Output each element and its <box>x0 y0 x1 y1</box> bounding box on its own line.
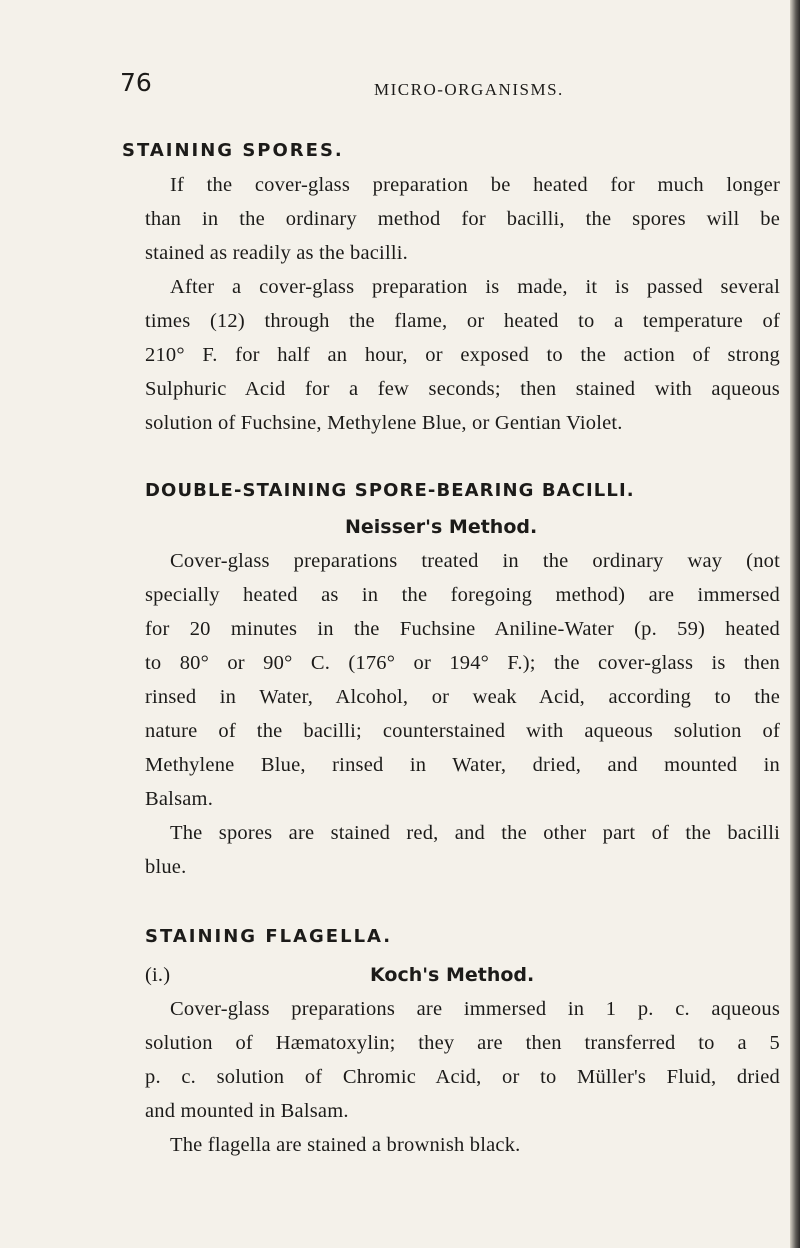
text-line: and mounted in Balsam. <box>145 1100 349 1122</box>
text-line: Sulphuric Acid for a few seconds; then stained with aqueous <box>145 378 780 400</box>
text-line: for 20 minutes in the Fuchsine Aniline-Water (p. 59) heated <box>145 618 780 640</box>
text-line: than in the ordinary method for bacilli, the spores will be <box>145 208 780 230</box>
section-heading-staining-spores: STAINING SPORES. <box>122 140 344 161</box>
text-line: Cover-glass preparations are immersed in 1 p. c. aqueous <box>170 998 780 1020</box>
text-line: The flagella are stained a brownish black. <box>170 1134 521 1156</box>
section-heading-staining-flagella: STAINING FLAGELLA. <box>145 926 393 947</box>
text-line: blue. <box>145 856 187 878</box>
item-label: (i.) <box>145 964 171 986</box>
text-line: If the cover-glass preparation be heated for much longer <box>170 174 780 196</box>
text-line: 210° F. for half an hour, or exposed to the action of strong <box>145 344 780 366</box>
text-line: Cover-glass preparations treated in the ordinary way (not <box>170 550 780 572</box>
text-line: solution of Fuchsine, Methylene Blue, or Gentian Violet. <box>145 412 623 434</box>
text-line: solution of Hæmatoxylin; they are then transferred to a 5 <box>145 1032 780 1054</box>
text-line: p. c. solution of Chromic Acid, or to Müller's Fluid, dried <box>145 1066 780 1088</box>
text-line: stained as readily as the bacilli. <box>145 242 408 264</box>
method-subheading-neisser: Neisser's Method. <box>345 516 538 538</box>
method-subheading-koch: Koch's Method. <box>370 964 535 986</box>
section-heading-double-staining: DOUBLE-STAINING SPORE-BEARING BACILLI. <box>145 480 635 501</box>
text-line: specially heated as in the foregoing method) are immersed <box>145 584 780 606</box>
page-number: 76 <box>120 68 152 97</box>
text-line: The spores are stained red, and the other part of the bacilli <box>170 822 780 844</box>
text-line: rinsed in Water, Alcohol, or weak Acid, according to the <box>145 686 780 708</box>
running-head: MICRO-ORGANISMS. <box>374 80 564 99</box>
text-line: After a cover-glass preparation is made, it is passed several <box>170 276 780 298</box>
text-line: times (12) through the flame, or heated to a temperature of <box>145 310 780 332</box>
text-line: nature of the bacilli; counterstained with aqueous solution of <box>145 720 780 742</box>
page-edge-shadow <box>790 0 800 1248</box>
text-line: to 80° or 90° C. (176° or 194° F.); the cover-glass is then <box>145 652 780 674</box>
text-line: Methylene Blue, rinsed in Water, dried, and mounted in <box>145 754 780 776</box>
text-line: Balsam. <box>145 788 214 810</box>
